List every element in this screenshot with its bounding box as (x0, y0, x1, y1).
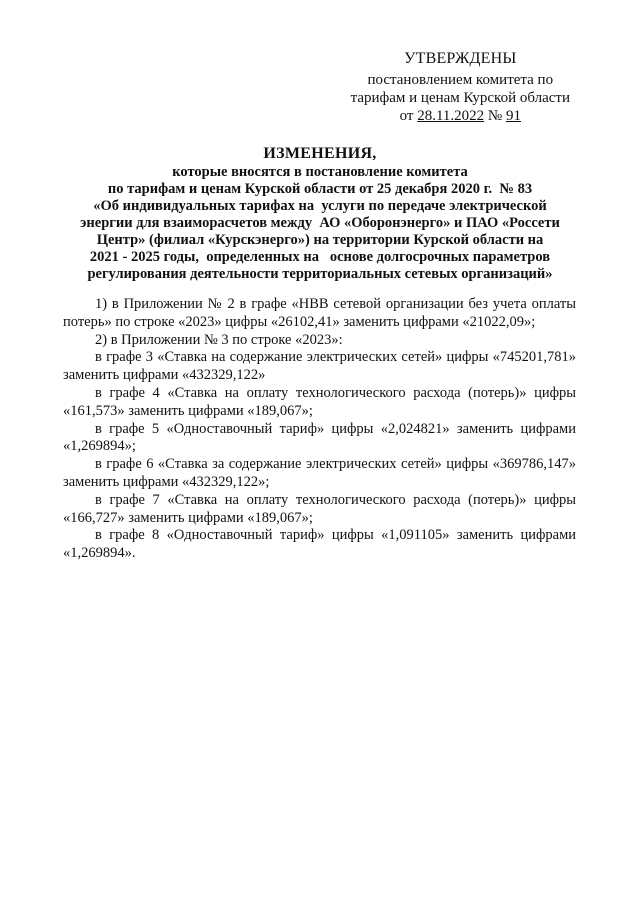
amendment-subitem-column-8: в графе 8 «Одноставочный тариф» цифры «1,091105» заменить цифрами «1,269894». (63, 527, 576, 562)
amendment-subitem-column-3: в графе 3 «Ставка на содержание электрических сетей» цифры «745201,781» заменить цифрами «432329,122» (63, 349, 576, 384)
approval-number-sign: № (487, 108, 503, 124)
amendment-subitem-column-4: в графе 4 «Ставка на оплату технологического расхода (потерь)» цифры «161,573» заменить цифрами «189,067»; (63, 384, 576, 419)
approval-number: 91 (505, 108, 521, 124)
approval-date: 28.11.2022 (417, 108, 485, 124)
amendment-subitem-column-5: в графе 5 «Одноставочный тариф» цифры «2,024821» заменить цифрами «1,269894»; (63, 420, 576, 455)
approved-label: УТВЕРЖДЕНЫ (404, 50, 517, 67)
approval-stamp (351, 50, 570, 125)
document-heading: ИЗМЕНЕНИЯ, (263, 145, 377, 162)
title-line: 2021 - 2025 годы, определенных на основе долгосрочных параметров (89, 249, 551, 265)
amendment-subitem-column-7: в графе 7 «Ставка на оплату технологического расхода (потерь)» цифры «166,727» заменить цифрами «189,067»; (63, 491, 576, 526)
amendment-item-1: 1) в Приложении № 2 в графе «НВВ сетевой организации без учета оплаты потерь» по строке «2023» цифры «26102,41» заменить цифрами «21022,09»; (63, 296, 576, 330)
title-line: регулирования деятельности территориальных сетевых организаций» (87, 266, 553, 282)
approval-line-2: тарифам и ценам Курской области (350, 90, 570, 106)
title-line: по тарифам и ценам Курской области от 25 декабря 2020 г. № 83 (107, 181, 533, 197)
approval-line-1: постановлением комитета по (367, 72, 554, 88)
title-line: «Об индивидуальных тарифах на услуги по передаче электрической (93, 198, 547, 214)
approval-date-prefix: от (399, 108, 414, 124)
document-body (63, 296, 576, 563)
title-line: энергии для взаиморасчетов между АО «Оборонэнерго» и ПАО «Россети (80, 215, 560, 231)
document-title (40, 144, 600, 283)
amendment-item-2: 2) в Приложении № 3 по строке «2023»: (95, 331, 343, 348)
amendment-subitem-column-6: в графе 6 «Ставка за содержание электрических сетей» цифры «369786,147» заменить цифрами «432329,122»; (63, 456, 576, 490)
title-line: Центр» (филиал «Курскэнерго») на территории Курской области на (96, 232, 544, 248)
approval-date-line (351, 107, 570, 125)
title-line: которые вносятся в постановление комитета (172, 164, 468, 180)
